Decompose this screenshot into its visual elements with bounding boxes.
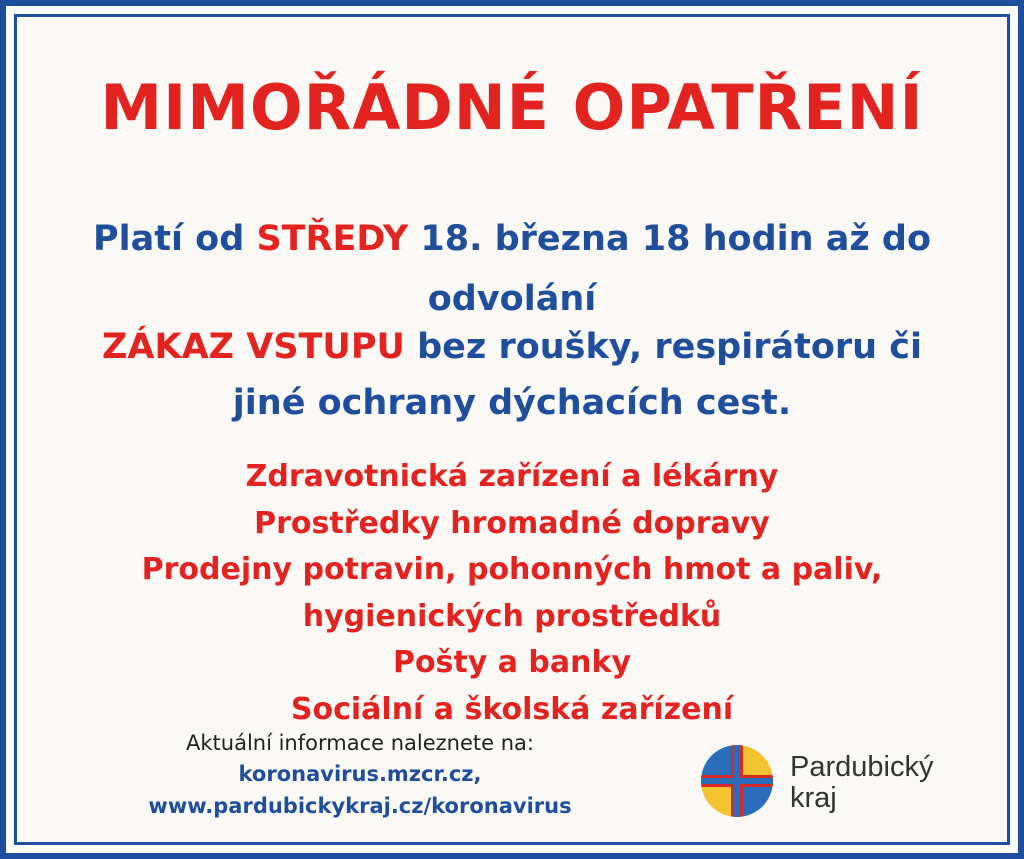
validity-line-2: odvolání <box>427 279 597 319</box>
pardubicky-kraj-logo <box>700 744 774 818</box>
ban-heading: ZÁKAZ VSTUPU <box>102 327 405 367</box>
list-item: Zdravotnická zařízení a lékárny <box>245 459 779 494</box>
validity-line-1 <box>17 209 1007 269</box>
validity-text-a: Platí od <box>92 219 257 259</box>
ban-line-1 <box>17 319 1007 375</box>
info-link-kraj[interactable]: www.pardubickykraj.cz/koronavirus <box>148 794 572 818</box>
validity-block <box>17 209 1007 329</box>
places-list <box>17 454 1007 733</box>
validity-text-c: 18. března 18 hodin až do <box>408 219 932 259</box>
list-item: Prodejny potravin, pohonných hmot a paliv, <box>141 552 883 587</box>
logo-line-1: Pardubický <box>790 751 934 783</box>
logo-wordmark <box>790 752 933 814</box>
list-item: Prostředky hromadné dopravy <box>254 505 770 541</box>
list-item: Pošty a banky <box>392 645 632 680</box>
info-link-mzcr[interactable]: koronavirus.mzcr.cz, <box>238 762 482 786</box>
info-label: Aktuální informace naleznete na: <box>186 731 534 755</box>
notice-title: MIMOŘÁDNÉ OPATŘENÍ <box>100 71 924 144</box>
info-block <box>140 728 580 822</box>
validity-day: STŘEDY <box>256 219 409 259</box>
ban-text: bez roušky, respirátoru či <box>404 327 922 367</box>
ban-line-2: jiné ochrany dýchacích cest. <box>232 383 792 423</box>
ban-block <box>17 319 1007 431</box>
list-item: Sociální a školská zařízení <box>290 691 734 727</box>
notice-card <box>14 14 1010 845</box>
logo-line-2: kraj <box>790 782 837 814</box>
list-item: hygienických prostředků <box>302 598 722 634</box>
